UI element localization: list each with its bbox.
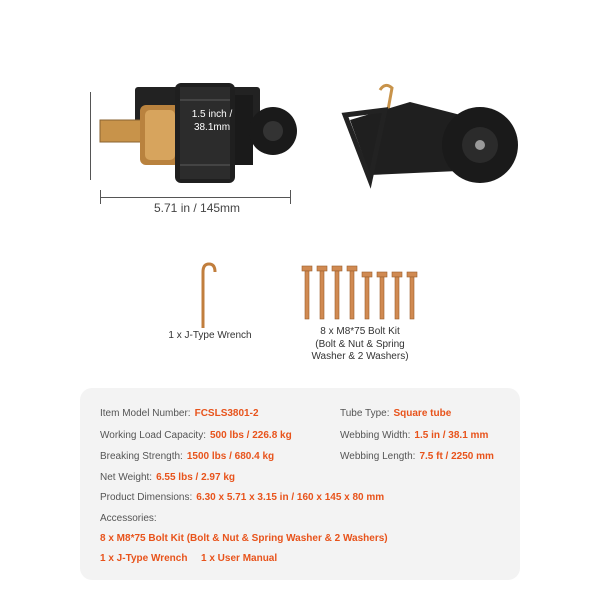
- bolt-kit-caption: [290, 326, 430, 364]
- bolt-kit-caption-line3: Washer & 2 Washers): [311, 351, 409, 362]
- spec-webbing-width-value: 1.5 in / 38.1 mm: [414, 430, 489, 441]
- spec-load: [100, 430, 292, 441]
- spec-breaking-label: Breaking Strength:: [100, 451, 183, 462]
- winch-side-illustration: [330, 80, 530, 210]
- spec-accessories-manual: 1 x User Manual: [201, 553, 278, 564]
- j-wrench-illustration: [195, 262, 225, 332]
- strap-width-metric: 38.1mm: [193, 122, 231, 133]
- spec-accessories-wrench: 1 x J-Type Wrench: [100, 553, 188, 564]
- spec-accessories: Accessories:: [100, 513, 157, 524]
- spec-tube-label: Tube Type:: [340, 408, 390, 419]
- length-dimension-text: 5.71 in / 145mm: [154, 201, 241, 215]
- bolt-kit-caption-line2: (Bolt & Nut & Spring: [315, 338, 405, 350]
- strap-width-label: [182, 108, 242, 134]
- spec-webbing-length: [340, 451, 494, 462]
- spec-model: [100, 408, 259, 419]
- spec-breaking-value: 1500 lbs / 680.4 kg: [186, 451, 275, 462]
- spec-weight: [100, 472, 235, 483]
- winch-front-view: [75, 75, 315, 215]
- spec-webbing-width-label: Webbing Width:: [340, 430, 411, 441]
- spec-webbing-width: [340, 430, 488, 441]
- spec-model-label: Item Model Number:: [100, 408, 191, 419]
- height-dimension-line: [90, 92, 91, 180]
- spec-breaking: [100, 451, 274, 462]
- bolt-kit-illustration: [290, 262, 430, 322]
- bolt-kit-caption-line1: 8 x M8*75 Bolt Kit: [320, 326, 400, 337]
- spec-tube: [340, 408, 451, 419]
- spec-dimensions: [100, 492, 384, 503]
- strap-width-imperial: 1.5 inch /: [191, 109, 233, 120]
- spec-tube-value: Square tube: [393, 408, 452, 419]
- winch-front-illustration: [75, 75, 315, 215]
- spec-model-value: FCSLS3801-2: [194, 408, 259, 419]
- spec-dimensions-label: Product Dimensions:: [100, 492, 193, 503]
- bolt-kit-image: [290, 262, 430, 322]
- spec-weight-value: 6.55 lbs / 2.97 kg: [156, 472, 235, 483]
- spec-webbing-length-value: 7.5 ft / 2250 mm: [419, 451, 494, 462]
- spec-accessories-line1: 8 x M8*75 Bolt Kit (Bolt & Nut & Spring Washer & 2 Washers): [100, 533, 388, 544]
- spec-webbing-length-label: Webbing Length:: [340, 451, 416, 462]
- wrench-caption: 1 x J-Type Wrench: [168, 330, 252, 341]
- length-dimension-tick-right: [290, 190, 291, 204]
- spec-load-label: Working Load Capacity:: [100, 430, 206, 441]
- spec-weight-label: Net Weight:: [100, 472, 153, 483]
- length-dimension-line: [100, 197, 290, 198]
- winch-side-view: [330, 80, 530, 210]
- j-wrench-image: [195, 262, 225, 332]
- spec-load-value: 500 lbs / 226.8 kg: [209, 430, 292, 441]
- length-dimension-tick-left: [100, 190, 101, 204]
- spec-dimensions-value: 6.30 x 5.71 x 3.15 in / 160 x 145 x 80 mm: [196, 492, 385, 503]
